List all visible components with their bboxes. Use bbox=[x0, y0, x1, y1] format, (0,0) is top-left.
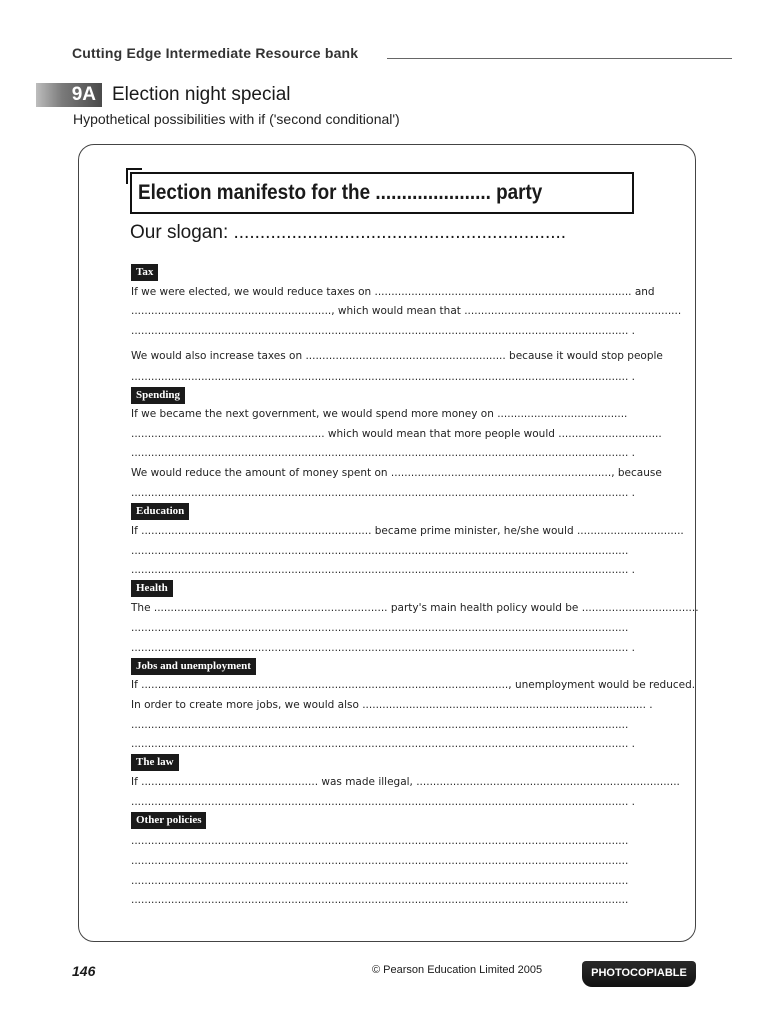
section-label-education: Education bbox=[131, 503, 189, 520]
health-line-3: ..................................................................................................................................................... . bbox=[131, 642, 635, 654]
section-label-jobs: Jobs and unemployment bbox=[131, 658, 256, 675]
tax-line-3: ..................................................................................................................................................... . bbox=[131, 325, 635, 337]
law-line-2: ..................................................................................................................................................... . bbox=[131, 796, 635, 808]
header-rule bbox=[387, 58, 732, 59]
section-label-law: The law bbox=[131, 754, 179, 771]
law-line-1: If ..................................................... was made illegal, ............................................................................... bbox=[131, 776, 680, 788]
section-label-tax: Tax bbox=[131, 264, 158, 281]
tax-line-5: ..................................................................................................................................................... . bbox=[131, 371, 635, 383]
slogan-line: Our slogan: ............................................................... bbox=[130, 222, 567, 243]
manifesto-title-box bbox=[130, 172, 634, 214]
jobs-line-3: ..................................................................................................................................................... bbox=[131, 719, 629, 731]
copyright-notice: © Pearson Education Limited 2005 bbox=[372, 964, 543, 976]
page-header bbox=[72, 45, 732, 65]
other-line-3: ..................................................................................................................................................... bbox=[131, 875, 629, 887]
spending-line-4: We would reduce the amount of money spent on .................................................................., because bbox=[131, 467, 662, 479]
tax-line-1: If we were elected, we would reduce taxes on ............................................................................. and bbox=[131, 286, 655, 298]
other-line-2: ..................................................................................................................................................... bbox=[131, 855, 629, 867]
page-number: 146 bbox=[72, 963, 96, 979]
section-label-other: Other policies bbox=[131, 812, 206, 829]
other-line-1: ..................................................................................................................................................... bbox=[131, 835, 629, 847]
spending-line-2: .......................................................... which would mean that more people would ............................... bbox=[131, 428, 662, 440]
spending-line-5: ..................................................................................................................................................... . bbox=[131, 487, 635, 499]
unit-title: Election night special bbox=[112, 84, 291, 105]
unit-number: 9A bbox=[71, 84, 96, 105]
section-label-spending: Spending bbox=[131, 387, 185, 404]
health-line-2: ..................................................................................................................................................... bbox=[131, 622, 629, 634]
other-line-4: ..................................................................................................................................................... bbox=[131, 894, 629, 906]
spending-line-1: If we became the next government, we would spend more money on ....................................... bbox=[131, 408, 628, 420]
education-line-1: If ..................................................................... became prime minister, he/she would ................................ bbox=[131, 525, 684, 537]
unit-subtitle: Hypothetical possibilities with if ('second conditional') bbox=[73, 111, 400, 127]
education-line-3: ..................................................................................................................................................... . bbox=[131, 564, 635, 576]
resource-bank-title: Cutting Edge Intermediate Resource bank bbox=[72, 45, 359, 61]
photocopiable-badge: PHOTOCOPIABLE bbox=[582, 961, 696, 987]
jobs-line-2: In order to create more jobs, we would also ..................................................................................... . bbox=[131, 699, 653, 711]
tax-line-2: ............................................................, which would mean that ................................................................. bbox=[131, 305, 682, 317]
section-label-health: Health bbox=[131, 580, 173, 597]
health-line-1: The ...................................................................... party's main health policy would be ................................... bbox=[131, 602, 699, 614]
unit-badge bbox=[36, 83, 102, 107]
education-line-2: ..................................................................................................................................................... bbox=[131, 545, 629, 557]
spending-line-3: ..................................................................................................................................................... . bbox=[131, 447, 635, 459]
jobs-line-1: If .............................................................................................................., unemployment would be reduced. bbox=[131, 679, 696, 691]
tax-line-4: We would also increase taxes on ............................................................ because it would stop people bbox=[131, 350, 663, 362]
manifesto-title: Election manifesto for the ...................... party bbox=[138, 181, 543, 204]
jobs-line-4: ..................................................................................................................................................... . bbox=[131, 738, 635, 750]
